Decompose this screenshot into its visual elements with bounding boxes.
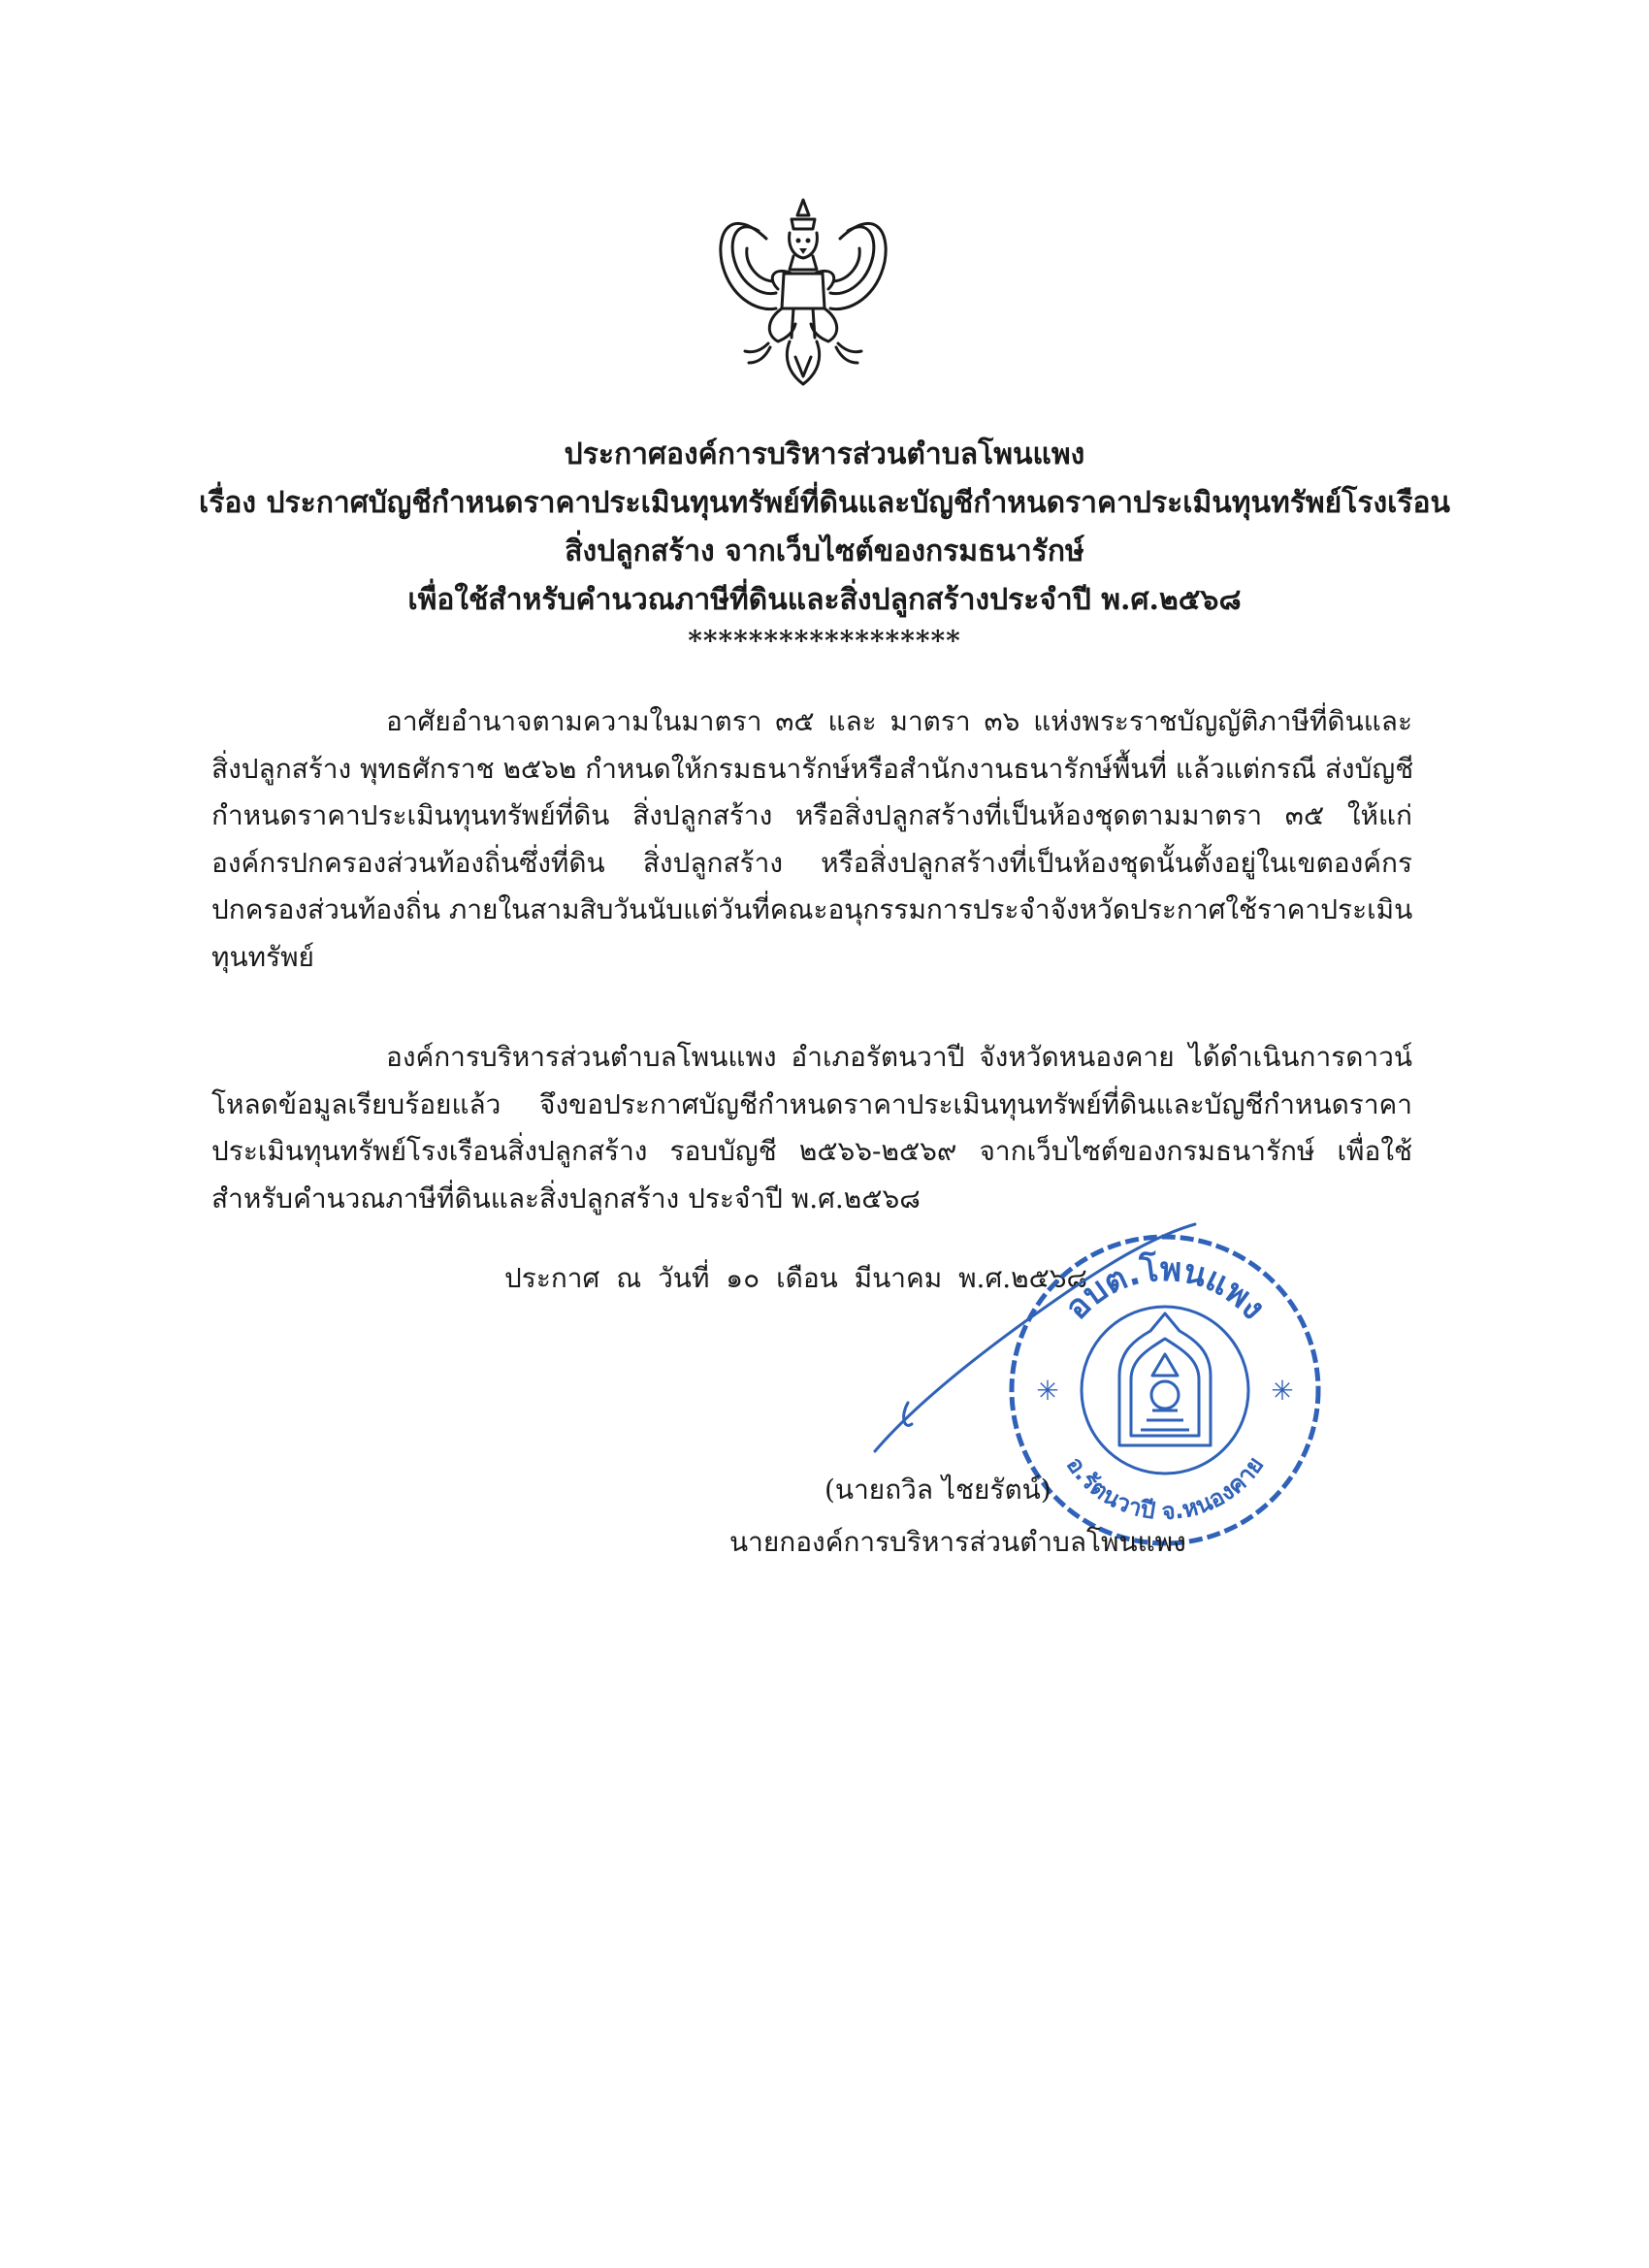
paragraph-line: สำหรับคำนวณภาษีที่ดินและสิ่งปลูกสร้าง ประจำปี พ.ศ.๒๕๖๘ [211, 1182, 921, 1215]
paragraph-line: ทุนทรัพย์ [211, 940, 314, 973]
paragraph-line: ปกครองส่วนท้องถิ่น ภายในสามสิบวันนับแต่วันที่คณะอนุกรรมการประจำจังหวัดประกาศใช้ราคาประเมิน [211, 893, 1413, 925]
announcement-header [116, 431, 1533, 656]
svg-text:✳: ✳ [1036, 1375, 1059, 1407]
paragraph-line: โหลดข้อมูลเรียบร้อยแล้ว จึงขอประกาศบัญชีกำหนดราคาประเมินทุนทรัพย์ที่ดินและบัญชีกำหนดราคา [211, 1087, 1412, 1120]
signatory-title: นายกองค์การบริหารส่วนตำบลโพนแพง [729, 1526, 1186, 1558]
header-separator: ****************** [688, 625, 961, 657]
signatory-name: (นายถวิล ไชยรัตน์) [824, 1474, 1051, 1506]
paragraph-line: อาศัยอำนาจตามความในมาตรา ๓๕ และ มาตรา ๓๖ แห่งพระราชบัญญัติภาษีที่ดินและ [386, 705, 1412, 737]
paragraph-line: ประเมินทุนทรัพย์โรงเรือนสิ่งปลูกสร้าง รอบบัญชี ๒๕๖๖-๒๕๖๙ จากเว็บไซต์ของกรมธนารักษ์ เพื่อใช้ [211, 1135, 1412, 1167]
paragraph-line: องค์การบริหารส่วนตำบลโพนแพง อำเภอรัตนวาปี จังหวัดหนองคาย ได้ดำเนินการดาวน์ [386, 1041, 1412, 1073]
announcement-date: ประกาศ ณ วันที่ ๑๐ เดือน มีนาคม พ.ศ.๒๕๖๘ [504, 1262, 1088, 1294]
svg-text:อ.รัตนวาปี จ.หนองคาย: อ.รัตนวาปี จ.หนองคาย [1060, 1451, 1270, 1526]
paragraph-line: กำหนดราคาประเมินทุนทรัพย์ที่ดิน สิ่งปลูกสร้าง หรือสิ่งปลูกสร้างที่เป็นห้องชุดตามมาตรา ๓๕ ให้แก่ [211, 799, 1412, 831]
official-seal-stamp [1005, 1230, 1325, 1550]
body-paragraph-1 [211, 698, 1412, 981]
garuda-emblem-icon [706, 192, 900, 392]
svg-text:✳: ✳ [1271, 1375, 1294, 1407]
body-paragraph-2 [211, 1034, 1412, 1222]
header-line-1: ประกาศองค์การบริหารส่วนตำบลโพนแพง [564, 437, 1085, 471]
paragraph-line: องค์กรปกครองส่วนท้องถิ่นซึ่งที่ดิน สิ่งปลูกสร้าง หรือสิ่งปลูกสร้างที่เป็นห้องชุดนั้นตั้งอยู่ในเขตองค์กร [211, 846, 1412, 879]
header-line-3: สิ่งปลูกสร้าง จากเว็บไซต์ของกรมธนารักษ์ [565, 535, 1084, 568]
header-subject: เรื่อง ประกาศบัญชีกำหนดราคาประเมินทุนทรัพย์ที่ดินและบัญชีกำหนดราคาประเมินทุนทรัพย์โรงเรือน [198, 486, 1451, 520]
header-line-4: เพื่อใช้สำหรับคำนวณภาษีที่ดินและสิ่งปลูกสร้างประจำปี พ.ศ.๒๕๖๘ [407, 583, 1242, 617]
svg-text:อบต.โพนแพง: อบต.โพนแพง [1057, 1249, 1274, 1328]
paragraph-line: สิ่งปลูกสร้าง พุทธศักราช ๒๕๖๒ กำหนดให้กรมธนารักษ์หรือสำนักงานธนารักษ์พื้นที่ แล้วแต่กรณี ส่งบัญชี [211, 752, 1414, 785]
